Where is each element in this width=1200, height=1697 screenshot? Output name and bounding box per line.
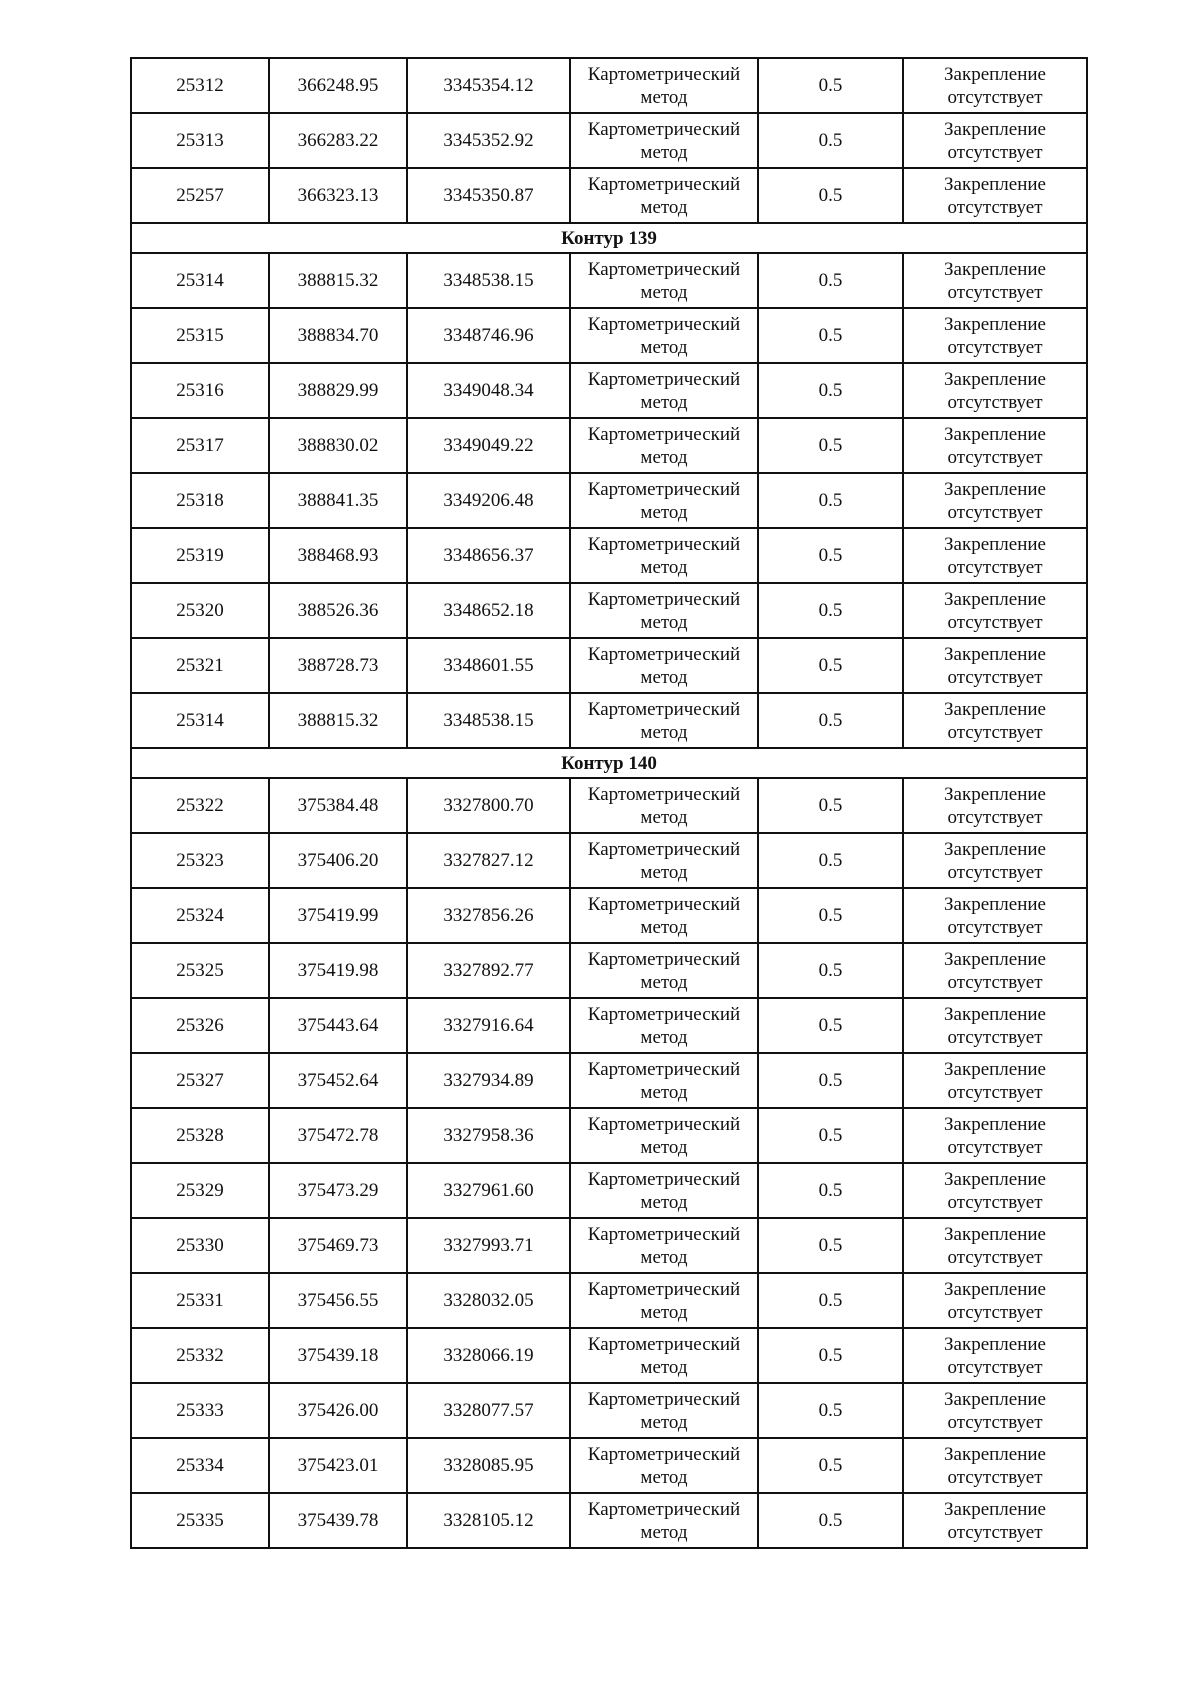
fixing-cell: Закрепление отсутствует [903, 113, 1087, 168]
fixing-cell: Закрепление отсутствует [903, 528, 1087, 583]
accuracy-cell: 0.5 [758, 1438, 903, 1493]
point-number-cell: 25324 [131, 888, 269, 943]
accuracy-cell: 0.5 [758, 113, 903, 168]
point-number-cell: 25333 [131, 1383, 269, 1438]
table-row [131, 363, 1087, 418]
accuracy-cell: 0.5 [758, 998, 903, 1053]
method-cell: Картометрический метод [570, 1053, 758, 1108]
contour-header-row [131, 748, 1087, 778]
fixing-cell: Закрепление отсутствует [903, 308, 1087, 363]
table-row [131, 58, 1087, 113]
point-number-cell: 25326 [131, 998, 269, 1053]
fixing-cell: Закрепление отсутствует [903, 998, 1087, 1053]
table-row [131, 168, 1087, 223]
point-number-cell: 25316 [131, 363, 269, 418]
table-row [131, 1053, 1087, 1108]
y-coordinate-cell: 3348538.15 [407, 253, 570, 308]
table-row [131, 1328, 1087, 1383]
accuracy-cell: 0.5 [758, 308, 903, 363]
method-cell: Картометрический метод [570, 1493, 758, 1548]
fixing-cell: Закрепление отсутствует [903, 1218, 1087, 1273]
table-row [131, 1163, 1087, 1218]
x-coordinate-cell: 375406.20 [269, 833, 407, 888]
accuracy-cell: 0.5 [758, 778, 903, 833]
accuracy-cell: 0.5 [758, 1273, 903, 1328]
point-number-cell: 25317 [131, 418, 269, 473]
y-coordinate-cell: 3348601.55 [407, 638, 570, 693]
y-coordinate-cell: 3327993.71 [407, 1218, 570, 1273]
method-cell: Картометрический метод [570, 308, 758, 363]
fixing-cell: Закрепление отсутствует [903, 473, 1087, 528]
y-coordinate-cell: 3327958.36 [407, 1108, 570, 1163]
method-cell: Картометрический метод [570, 1218, 758, 1273]
point-number-cell: 25331 [131, 1273, 269, 1328]
table-row [131, 1108, 1087, 1163]
fixing-cell: Закрепление отсутствует [903, 638, 1087, 693]
y-coordinate-cell: 3345350.87 [407, 168, 570, 223]
method-cell: Картометрический метод [570, 1328, 758, 1383]
x-coordinate-cell: 388841.35 [269, 473, 407, 528]
method-cell: Картометрический метод [570, 583, 758, 638]
accuracy-cell: 0.5 [758, 473, 903, 528]
accuracy-cell: 0.5 [758, 1218, 903, 1273]
fixing-cell: Закрепление отсутствует [903, 1108, 1087, 1163]
x-coordinate-cell: 388526.36 [269, 583, 407, 638]
method-cell: Картометрический метод [570, 363, 758, 418]
y-coordinate-cell: 3348746.96 [407, 308, 570, 363]
x-coordinate-cell: 366283.22 [269, 113, 407, 168]
x-coordinate-cell: 388815.32 [269, 693, 407, 748]
table-row [131, 638, 1087, 693]
fixing-cell: Закрепление отсутствует [903, 1493, 1087, 1548]
table-row [131, 888, 1087, 943]
method-cell: Картометрический метод [570, 1163, 758, 1218]
x-coordinate-cell: 388728.73 [269, 638, 407, 693]
point-number-cell: 25323 [131, 833, 269, 888]
table-row [131, 1273, 1087, 1328]
method-cell: Картометрический метод [570, 888, 758, 943]
method-cell: Картометрический метод [570, 58, 758, 113]
y-coordinate-cell: 3348538.15 [407, 693, 570, 748]
y-coordinate-cell: 3328032.05 [407, 1273, 570, 1328]
y-coordinate-cell: 3348652.18 [407, 583, 570, 638]
y-coordinate-cell: 3327934.89 [407, 1053, 570, 1108]
table-row [131, 308, 1087, 363]
x-coordinate-cell: 388829.99 [269, 363, 407, 418]
accuracy-cell: 0.5 [758, 1053, 903, 1108]
x-coordinate-cell: 366323.13 [269, 168, 407, 223]
accuracy-cell: 0.5 [758, 888, 903, 943]
point-number-cell: 25313 [131, 113, 269, 168]
y-coordinate-cell: 3349048.34 [407, 363, 570, 418]
fixing-cell: Закрепление отсутствует [903, 168, 1087, 223]
table-row [131, 583, 1087, 638]
accuracy-cell: 0.5 [758, 833, 903, 888]
y-coordinate-cell: 3345354.12 [407, 58, 570, 113]
table-row [131, 1383, 1087, 1438]
point-number-cell: 25318 [131, 473, 269, 528]
x-coordinate-cell: 375443.64 [269, 998, 407, 1053]
y-coordinate-cell: 3327800.70 [407, 778, 570, 833]
accuracy-cell: 0.5 [758, 1163, 903, 1218]
method-cell: Картометрический метод [570, 1383, 758, 1438]
method-cell: Картометрический метод [570, 418, 758, 473]
table-row [131, 998, 1087, 1053]
point-number-cell: 25327 [131, 1053, 269, 1108]
method-cell: Картометрический метод [570, 943, 758, 998]
x-coordinate-cell: 375423.01 [269, 1438, 407, 1493]
table-row [131, 418, 1087, 473]
point-number-cell: 25314 [131, 693, 269, 748]
table-row [131, 253, 1087, 308]
accuracy-cell: 0.5 [758, 58, 903, 113]
x-coordinate-cell: 388830.02 [269, 418, 407, 473]
method-cell: Картометрический метод [570, 1108, 758, 1163]
y-coordinate-cell: 3328085.95 [407, 1438, 570, 1493]
table-row [131, 1218, 1087, 1273]
method-cell: Картометрический метод [570, 528, 758, 583]
table-row [131, 943, 1087, 998]
accuracy-cell: 0.5 [758, 253, 903, 308]
accuracy-cell: 0.5 [758, 528, 903, 583]
accuracy-cell: 0.5 [758, 638, 903, 693]
accuracy-cell: 0.5 [758, 583, 903, 638]
table-row [131, 1438, 1087, 1493]
x-coordinate-cell: 388834.70 [269, 308, 407, 363]
point-number-cell: 25330 [131, 1218, 269, 1273]
y-coordinate-cell: 3328066.19 [407, 1328, 570, 1383]
y-coordinate-cell: 3327827.12 [407, 833, 570, 888]
method-cell: Картометрический метод [570, 638, 758, 693]
fixing-cell: Закрепление отсутствует [903, 418, 1087, 473]
x-coordinate-cell: 388468.93 [269, 528, 407, 583]
point-number-cell: 25315 [131, 308, 269, 363]
document-page [130, 57, 1086, 1549]
y-coordinate-cell: 3328105.12 [407, 1493, 570, 1548]
x-coordinate-cell: 375452.64 [269, 1053, 407, 1108]
y-coordinate-cell: 3345352.92 [407, 113, 570, 168]
point-number-cell: 25320 [131, 583, 269, 638]
x-coordinate-cell: 375426.00 [269, 1383, 407, 1438]
y-coordinate-cell: 3327961.60 [407, 1163, 570, 1218]
method-cell: Картометрический метод [570, 998, 758, 1053]
table-row [131, 1493, 1087, 1548]
accuracy-cell: 0.5 [758, 168, 903, 223]
point-number-cell: 25334 [131, 1438, 269, 1493]
accuracy-cell: 0.5 [758, 418, 903, 473]
point-number-cell: 25322 [131, 778, 269, 833]
coordinates-table-body [131, 58, 1087, 1548]
y-coordinate-cell: 3328077.57 [407, 1383, 570, 1438]
fixing-cell: Закрепление отсутствует [903, 1383, 1087, 1438]
table-row [131, 693, 1087, 748]
table-row [131, 833, 1087, 888]
point-number-cell: 25314 [131, 253, 269, 308]
fixing-cell: Закрепление отсутствует [903, 778, 1087, 833]
fixing-cell: Закрепление отсутствует [903, 1053, 1087, 1108]
x-coordinate-cell: 375419.99 [269, 888, 407, 943]
x-coordinate-cell: 375419.98 [269, 943, 407, 998]
fixing-cell: Закрепление отсутствует [903, 253, 1087, 308]
point-number-cell: 25329 [131, 1163, 269, 1218]
point-number-cell: 25325 [131, 943, 269, 998]
fixing-cell: Закрепление отсутствует [903, 583, 1087, 638]
method-cell: Картометрический метод [570, 833, 758, 888]
table-row [131, 778, 1087, 833]
method-cell: Картометрический метод [570, 473, 758, 528]
x-coordinate-cell: 375456.55 [269, 1273, 407, 1328]
x-coordinate-cell: 375384.48 [269, 778, 407, 833]
method-cell: Картометрический метод [570, 1273, 758, 1328]
contour-header-row [131, 223, 1087, 253]
fixing-cell: Закрепление отсутствует [903, 1273, 1087, 1328]
table-row [131, 113, 1087, 168]
method-cell: Картометрический метод [570, 778, 758, 833]
point-number-cell: 25312 [131, 58, 269, 113]
accuracy-cell: 0.5 [758, 693, 903, 748]
fixing-cell: Закрепление отсутствует [903, 888, 1087, 943]
accuracy-cell: 0.5 [758, 1328, 903, 1383]
accuracy-cell: 0.5 [758, 1108, 903, 1163]
x-coordinate-cell: 375439.78 [269, 1493, 407, 1548]
table-row [131, 528, 1087, 583]
point-number-cell: 25257 [131, 168, 269, 223]
method-cell: Картометрический метод [570, 253, 758, 308]
fixing-cell: Закрепление отсутствует [903, 363, 1087, 418]
x-coordinate-cell: 375472.78 [269, 1108, 407, 1163]
point-number-cell: 25332 [131, 1328, 269, 1383]
fixing-cell: Закрепление отсутствует [903, 1328, 1087, 1383]
method-cell: Картометрический метод [570, 168, 758, 223]
accuracy-cell: 0.5 [758, 363, 903, 418]
point-number-cell: 25328 [131, 1108, 269, 1163]
x-coordinate-cell: 388815.32 [269, 253, 407, 308]
contour-title: Контур 139 [131, 223, 1087, 253]
x-coordinate-cell: 375439.18 [269, 1328, 407, 1383]
coordinates-table [130, 57, 1088, 1549]
table-row [131, 473, 1087, 528]
y-coordinate-cell: 3327916.64 [407, 998, 570, 1053]
fixing-cell: Закрепление отсутствует [903, 1438, 1087, 1493]
x-coordinate-cell: 375473.29 [269, 1163, 407, 1218]
x-coordinate-cell: 375469.73 [269, 1218, 407, 1273]
fixing-cell: Закрепление отсутствует [903, 833, 1087, 888]
method-cell: Картометрический метод [570, 693, 758, 748]
accuracy-cell: 0.5 [758, 1383, 903, 1438]
y-coordinate-cell: 3348656.37 [407, 528, 570, 583]
fixing-cell: Закрепление отсутствует [903, 943, 1087, 998]
x-coordinate-cell: 366248.95 [269, 58, 407, 113]
y-coordinate-cell: 3327892.77 [407, 943, 570, 998]
y-coordinate-cell: 3349206.48 [407, 473, 570, 528]
method-cell: Картометрический метод [570, 1438, 758, 1493]
fixing-cell: Закрепление отсутствует [903, 58, 1087, 113]
contour-title: Контур 140 [131, 748, 1087, 778]
point-number-cell: 25335 [131, 1493, 269, 1548]
accuracy-cell: 0.5 [758, 1493, 903, 1548]
y-coordinate-cell: 3349049.22 [407, 418, 570, 473]
point-number-cell: 25321 [131, 638, 269, 693]
y-coordinate-cell: 3327856.26 [407, 888, 570, 943]
fixing-cell: Закрепление отсутствует [903, 693, 1087, 748]
fixing-cell: Закрепление отсутствует [903, 1163, 1087, 1218]
method-cell: Картометрический метод [570, 113, 758, 168]
accuracy-cell: 0.5 [758, 943, 903, 998]
point-number-cell: 25319 [131, 528, 269, 583]
